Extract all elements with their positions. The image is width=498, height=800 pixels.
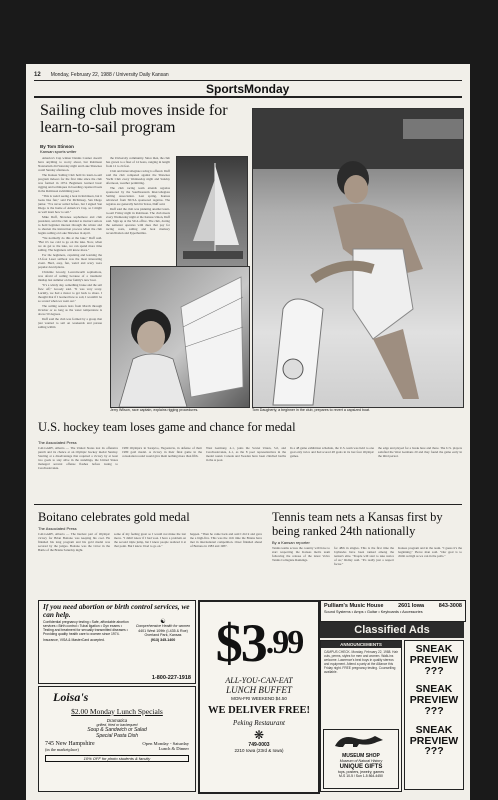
tennis-byline: By a Kansan reporter: [272, 540, 310, 545]
clinic-address: 4401 West 109th (I-435 & Roe) Overland Park, Kansas: [138, 628, 188, 638]
preview-text: PREVIEW: [409, 694, 459, 707]
hockey-column-5: the edge and played for a break here and there. The U.S. players satisfied the West Germans 20 and they found the game early in the third period.: [378, 446, 462, 458]
clinic-ad-info: [135, 620, 191, 642]
pulliam-phone: 843-3008: [438, 603, 462, 609]
clinic-ad-body: [43, 620, 131, 642]
sneak-text: SNEAK: [415, 723, 453, 736]
section-rule: [34, 96, 462, 98]
clinic-tollfree: 1-800-227-1918: [151, 675, 191, 681]
buffet-deliver: WE DELIVER FREE!: [207, 705, 311, 716]
loisas-hours-1: Open Monday - Saturday: [142, 741, 189, 746]
byline-name: By Tom Stinson: [40, 144, 74, 149]
jerry-wilson-photo-art: [111, 267, 249, 407]
pulliam-name: Pulliam's Music House: [324, 603, 384, 609]
clinic-ad: [38, 600, 196, 684]
sailboat-photo: [176, 156, 248, 270]
announcements-heading: ANNOUNCEMENTS: [321, 641, 401, 648]
loisas-info: [39, 739, 195, 752]
header-rule: [34, 80, 462, 81]
question-marks: ???: [424, 664, 444, 677]
clinic-ad-payment: Insurance, VISA & MasterCard accepted.: [43, 638, 105, 642]
buffet-price-dollars: $3: [215, 613, 266, 673]
hockey-headline: U.S. hockey team loses game and chance for medal: [38, 420, 296, 434]
loisas-dramatica: Dramatica: [106, 718, 128, 723]
boitano-headline: Boitano celebrates gold medal: [38, 510, 190, 524]
museum-shop-name: MUSEUM SHOP: [342, 753, 380, 759]
tennis-headline: Tennis team nets a Kansas first by being ranked 24th nationally: [272, 510, 443, 538]
tom-daugherty-photo-art: [253, 109, 463, 407]
loisas-deal: $2.00 Monday Lunch Specials: [71, 707, 163, 716]
dateline: Monday, February 22, 1988 / University Daily Kansan: [50, 72, 169, 78]
hockey-column-2: 1980 Olympics in Sarajevo, Yugoslavia, in defense of their 1980 gold medal. A victory in their final game in the consolation round would give them nothing more than fifth.: [122, 446, 202, 458]
hockey-wire: The Associated Press: [38, 440, 77, 445]
unique-gifts: UNIQUE GIFTS: [339, 764, 383, 770]
buffet-price-cents: .99: [265, 624, 303, 661]
buffet-phone: 749-0003: [248, 742, 270, 748]
sailing-column-1: America's Cup winner Dennis Conner doesn't have anything to worry about, but Robinson Natatorium did Saturday night and Lake Shawnee could Sunday afternoon. The Kansas Sailing Club held its learn-to-sail program indoors for the first time since the club was formed in 1974. Beginners learned basic rigging and techniques in boarding capsized boats in the Robinson swimming pool. "This is weird seeing a boat in Robinson, but it looks like fun," said Pat McKinsey, San Diego junior. "I've never sailed before, but I signed San Diego is the home of America's Cup, so I might as well learn how to sail." Mike Duff, Shawnee sophomore and club president, said the club decided to instruct sailors to hold beginner interest through the winter and to shorten the instruction process when the club begins sailing on Lake Shawnee in April. "We normally do this at the lake," Duff said. "But it's too cold to go on the lake. Now, when we do get to the lake, we can spend more time sailing. The beginners will know more." For the beginners, capsizing and learning the 13-foot Laser sailboat was the most interesting event. Hard, easy, fun, weird and scary were popular descriptions. Christine Groody, Leavenworth sophomore, was afraid of sailing because of a traumatic mishap last summer on her family's new boat. "It's a windy day, something broke and the sail flew off," Groody said. "It was very scary. Luckily, we had a motor to get back to shore. I thought that if I learned how to sail, I wouldn't be so scared when we went out." The sailing season lasts from March through October or as long as the water temperature is above 50 degrees. Duff said the club was formed by a group that just wanted to sail on weekends and pursue sailing within: [38, 156, 102, 329]
museum-shop-sub: Museum of Natural History: [339, 759, 383, 763]
buffet-logo-icon: ❋: [253, 728, 265, 742]
clinic-ad-title: If you need abortion or birth control services, we can help.: [43, 602, 190, 619]
buffet-address: 2210 Iowa (23rd & Iowa): [234, 748, 284, 753]
clinic-logo-icon: ☯: [160, 619, 166, 625]
boitano-column-2: some of my feeling great so I would not make the last move. "I didn't know if I had won. I have a problem on the second triple jump, but I knew people realized it at that point. But I knew I had to go on.": [114, 532, 186, 548]
tom-daugherty-photo: [252, 108, 464, 408]
question-marks: ???: [424, 745, 444, 758]
boitano-wire: The Associated Press: [38, 526, 77, 531]
pulliam-ad: [320, 600, 466, 622]
loisas-special: Special Pasta Dish: [96, 733, 138, 739]
tennis-column-2: for 48th in singles. This is the first time the Jayhawks have been ranked among the nation's elite. "People will start to take notice of us," Ridley said. "It's really just a respect factor.": [334, 546, 394, 566]
sailing-byline: [40, 144, 76, 154]
sneak-preview-ad: [404, 640, 464, 790]
buffet-line-1: ALL-YOU-CAN-EAT: [225, 676, 293, 685]
loisas-address: 745 New Hampshire: [45, 741, 95, 747]
buffet-restaurant: Peking Restaurant: [233, 719, 285, 727]
sailing-headline: Sailing club moves inside for learn-to-sail program: [40, 102, 228, 136]
tom-caption: Tom Daugherty, a beginner in the club, prepares to revert a capsized boat.: [252, 408, 370, 412]
loisas-logo: Loisa's: [53, 690, 89, 704]
buffet-line-2: LUNCH BUFFET: [226, 685, 292, 695]
loisas-dramatica-sub: grilled, fried or barbequed: [96, 723, 138, 727]
loisas-discount: 10% OFF for photo students & faculty: [45, 755, 189, 762]
hockey-column-1: CALGARY, Alberta — The United States lost its offensive punch and its chance at an Olympic hockey medal Sunday. Starting at a disadvantage that required a victory by at least two goals to stay alive in the standings, the United States managed several offense flashes before losing to Czechoslovakia.: [38, 446, 118, 470]
sailboat-photo-art: [177, 157, 247, 269]
buffet-line-3: MON-FRI WEEKEND $4.50: [231, 696, 287, 701]
museum-hours: M-S 10-5 / Sun 1-5 864-4450: [339, 774, 383, 778]
jerry-caption: Jerry Wilson, race captain, explains rigging procedures.: [110, 408, 199, 412]
hockey-rule: [34, 504, 462, 505]
pulliam-tagline: Sound Systems • Amps • Guitar • Keyboards • Accessories: [324, 610, 423, 614]
loisas-hours-2: Lunch & Dinner: [158, 746, 189, 751]
preview-text: PREVIEW: [409, 653, 459, 666]
sneak-text: SNEAK: [415, 643, 453, 655]
museum-shop-ad: [323, 729, 399, 789]
buffet-price: [200, 610, 318, 676]
jerry-wilson-photo: [110, 266, 250, 408]
classified-listings: [320, 640, 402, 792]
sailing-column-2: the University community. Since then, the club has grown to a fleet of 14 boats, ranging in length from 12 to 24 feet. Club and intercollegiate racing is offered. Duff said the club competed against the Shawnee Yacht Club every Wednesday night and Sunday afternoon, weather permitting. The club racing team attends regattas sponsored by the Southwestern Intercollegiate Sailing Association. Last spring, Kansas advanced from SICSA sponsored regattas. The regattas are generally held in Texas, Duff said. Duff said the club was planning another learn-to-sail Friday night in Robinson. The club meets every Wednesday night at the Kansas Union, Duff said. Sign up at the SUA office. The club, during the semester operates with dues that pay for racing costs, sailing and boat memory reconciliation and hypothermia.: [106, 156, 170, 235]
loisas-location: (in the marketplace): [45, 747, 79, 752]
tennis-column-3: Kansas program and in the team. "I guess it's the beginning," Pierce man said. "Our goal is to climb as high as we can in the polls.": [398, 546, 462, 558]
preview-text: PREVIEW: [409, 734, 459, 747]
clinic-name: Comprehensive Health for women: [135, 624, 191, 629]
unique-gifts-sub: toys, posters, jewelry, games: [337, 770, 385, 774]
classified-title: Classified Ads: [320, 622, 464, 638]
buffet-ad: [198, 600, 320, 794]
tennis-column-1: Tennis teams across the country will have to start respecting the Kansas men's team following the release of the latest Volvo Tennis Collegiate Rankings.: [272, 546, 330, 562]
boitano-column-3: happen. "Then he came back and said I did it and gave me a high-five. This was the 11th time the Brians have met in international competition. Orser finished ahead of Boitano in 1983 and 1987.: [190, 532, 262, 548]
pulliam-address: 2601 Iowa: [398, 603, 425, 609]
newspaper-page: [26, 64, 470, 800]
section-title: SportsMonday: [206, 82, 290, 96]
clinic-phone: (913) 345-1400: [150, 637, 176, 642]
loisas-soup: Soup & Sandwich or Salad: [87, 727, 147, 733]
hockey-column-3: West Germany, 4-1, joins the Soviet Union, 5-0, and Czechoslovakia, 4-1, as the 8 pool representatives in the medal round. Canada and Sweden have been clinched berths in the A pool.: [206, 446, 286, 462]
hockey-column-4: In a 48 game exhibition schedule, the U.S. team was held to one goal only twice and had scored 48 goals in its last four Olympic games.: [290, 446, 374, 458]
page-number: 12: [34, 72, 41, 78]
clinic-ad-body-text: Confidential pregnancy testing • Safe, affordable abortion services • Birth control • Tubal ligation • Gyn exams • Testing and treatment for sexually transmitted diseases • Providing quality health care to women since 1974.: [43, 620, 129, 636]
page-header: [34, 72, 462, 78]
question-marks: ???: [424, 704, 444, 717]
sneak-text: SNEAK: [415, 683, 453, 696]
byline-role: Kansan sports writer: [40, 149, 77, 154]
boitano-column-1: CALGARY, Alberta — The hardest part of Olympic victory for Brian Boitano was keeping his cool. He finished his long program and his gold medal was secured by the judges. Boitano was the victor in the Battle of the Brians Saturday night.: [38, 532, 110, 552]
announcements-text: CAMPUS CHECK. Monday, February 22, 1988. Hair cuts, perms, styles for men and women. Walk-ins welcome. Lawrence's best buys in quality stereos and equipment. Attend a party at the Alliance this Friday night. FREE pregnancy testing. Counselling available.: [324, 650, 398, 674]
loisas-ad: [38, 686, 196, 792]
dinosaur-icon: [331, 732, 391, 748]
